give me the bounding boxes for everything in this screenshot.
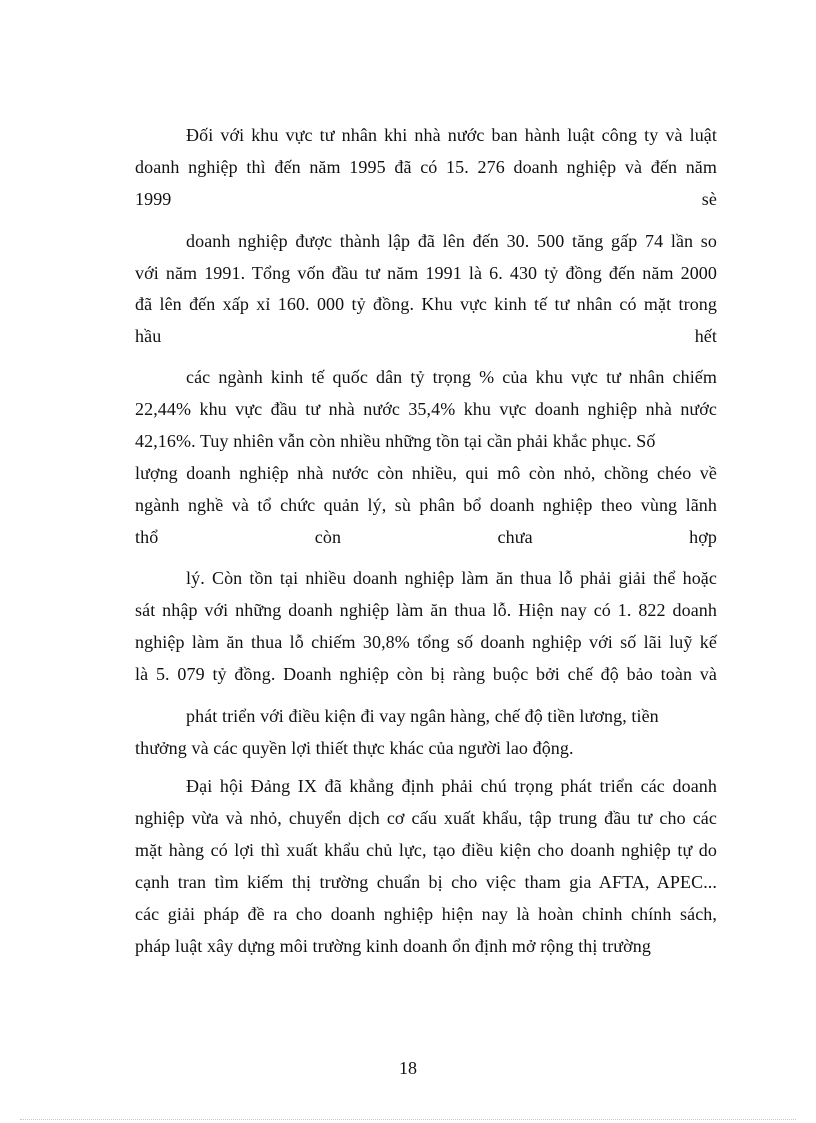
text-line xyxy=(135,526,717,548)
text-word: sè xyxy=(701,189,717,209)
text-line: ngành nghề và tổ chức quản lý, sù phân bổ doanh nghiệp theo vùng lãnh xyxy=(135,495,717,515)
text-line: doanh nghiệp được thành lập đã lên đến 30. 500 tăng gấp 74 lần so xyxy=(186,231,717,251)
text-word: chưa xyxy=(497,527,533,547)
text-line: lượng doanh nghiệp nhà nước còn nhiều, qui mô còn nhỏ, chồng chéo về xyxy=(135,463,717,483)
text-word: 1999 xyxy=(135,189,172,209)
text-line: Đại hội Đảng IX đã khẳng định phải chú trọng phát triển các doanh xyxy=(186,776,717,796)
text-line: cạnh tran tìm kiếm thị trường chuẩn bị cho việc tham gia AFTA, APEC... xyxy=(135,872,717,892)
text-line: doanh nghiệp thì đến năm 1995 đã có 15. 276 doanh nghiệp và đến năm xyxy=(135,157,717,177)
text-line: nghiệp vừa và nhỏ, chuyển dịch cơ cấu xuất khẩu, tập trung đầu tư cho các xyxy=(135,808,717,828)
text-line: các giải pháp đề ra cho doanh nghiệp hiện nay là hoàn chỉnh chính sách, xyxy=(135,904,717,924)
text-word: hết xyxy=(694,326,717,346)
text-line xyxy=(135,325,717,347)
text-word: hợp xyxy=(689,527,717,547)
text-line: với năm 1991. Tổng vốn đầu tư năm 1991 là 6. 430 tỷ đồng đến năm 2000 xyxy=(135,263,717,283)
text-line: các ngành kinh tế quốc dân tỷ trọng % của khu vực tư nhân chiếm xyxy=(186,367,717,387)
text-line: 22,44% khu vực đầu tư nhà nước 35,4% khu vực doanh nghiệp nhà nước xyxy=(135,399,717,419)
text-line: sát nhập với những doanh nghiệp làm ăn thua lỗ. Hiện nay có 1. 822 doanh xyxy=(135,600,717,620)
text-line: 42,16%. Tuy nhiên vẫn còn nhiều những tồn tại cần phải khắc phục. Số xyxy=(135,431,656,451)
page-bottom-divider xyxy=(20,1119,796,1120)
text-line: mặt hàng có lợi thì xuất khẩu chủ lực, tạo điều kiện cho doanh nghiệp tự do xyxy=(135,840,717,860)
text-line: phát triển với điều kiện đi vay ngân hàng, chế độ tiền lương, tiền xyxy=(186,706,659,726)
text-line: Đối với khu vực tư nhân khi nhà nước ban hành luật công ty và luật xyxy=(186,125,717,145)
text-word: còn xyxy=(314,527,342,547)
text-line: thưởng và các quyền lợi thiết thực khác của người lao động. xyxy=(135,738,574,758)
text-line: pháp luật xây dựng môi trường kinh doanh ổn định mở rộng thị trường xyxy=(135,936,651,956)
text-line: nghiệp làm ăn thua lỗ chiếm 30,8% tổng số doanh nghiệp với số lãi luỹ kế xyxy=(135,632,717,652)
text-line xyxy=(135,188,717,210)
text-line: đã lên đến xấp xỉ 160. 000 tỷ đồng. Khu vực kinh tế tư nhân có mặt trong xyxy=(135,294,717,314)
text-line: là 5. 079 tỷ đồng. Doanh nghiệp còn bị ràng buộc bởi chế độ bảo toàn và xyxy=(135,664,717,684)
text-word: hầu xyxy=(135,326,162,346)
page-number: 18 xyxy=(399,1058,417,1078)
text-line: lý. Còn tồn tại nhiều doanh nghiệp làm ăn thua lỗ phải giải thể hoặc xyxy=(186,568,717,588)
text-word: thổ xyxy=(135,527,159,547)
